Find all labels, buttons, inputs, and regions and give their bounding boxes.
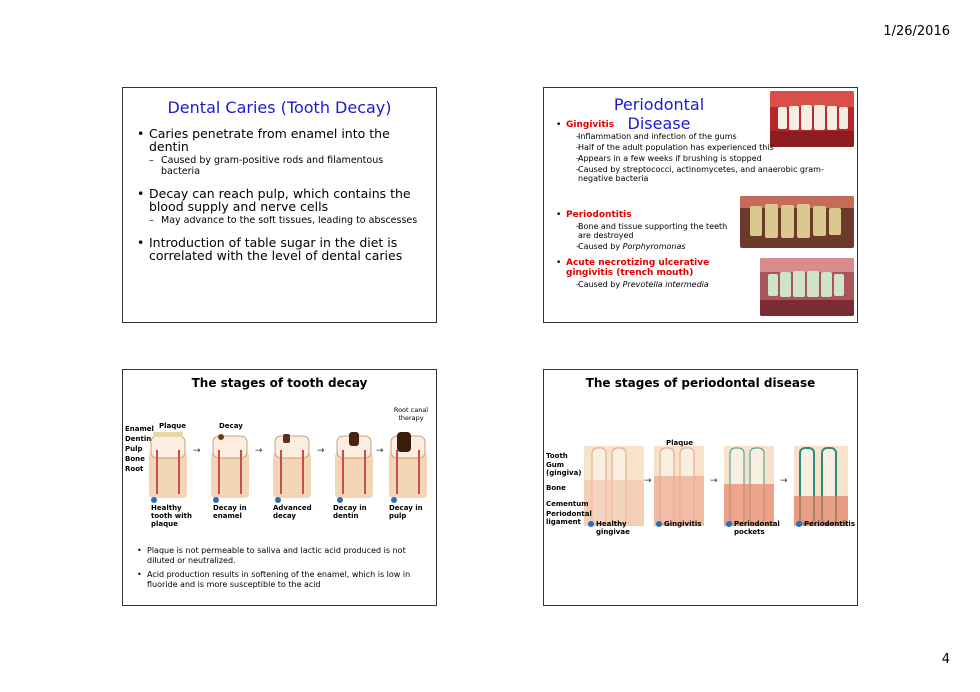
sub-bullet: – May advance to the soft tissues, leading to abscesses	[149, 216, 422, 226]
sub-bullet: – Half of the adult population has experienced this	[566, 143, 844, 152]
arrow-icon: →	[644, 476, 652, 486]
slide-periodontal-stages	[543, 369, 858, 606]
arrow-icon: →	[255, 446, 263, 456]
perio-stage-4	[794, 446, 848, 526]
sub-bullet: – Caused by Porphyromonas	[566, 242, 734, 251]
label-decay: Decay	[219, 422, 243, 430]
bullet: • Introduction of table sugar in the diet is correlated with the level of dental caries	[135, 236, 422, 262]
stage-label: Periodontitis	[804, 520, 855, 528]
label-gum: Gum (gingiva)	[546, 461, 582, 477]
sub-bullet: – Caused by gram-positive rods and filamentous bacteria	[149, 156, 422, 177]
stage-label: Periodontal pockets	[734, 520, 780, 536]
label-ligament: Periodontal ligament	[546, 510, 592, 526]
stage-label: Healthy gingivae	[596, 520, 630, 536]
perio-stage-1	[584, 446, 644, 526]
sub-bullet: – Appears in a few weeks if brushing is stopped	[566, 154, 844, 163]
tooth-stage-1	[149, 432, 187, 498]
stage-number-icon	[275, 497, 281, 503]
stage-number-icon	[151, 497, 157, 503]
stage-number-icon	[337, 497, 343, 503]
slide-tooth-decay-stages	[122, 369, 437, 606]
label-tooth: Tooth	[546, 452, 568, 460]
periodontitis-photo	[740, 196, 854, 248]
note-bullet: • Acid production results in softening of the enamel, which is low in fluoride and is more susceptible to the acid	[133, 570, 429, 590]
sub-bullet: – Inflammation and infection of the gums	[566, 132, 844, 141]
arrow-icon: →	[193, 446, 201, 456]
tooth-stage-5	[389, 432, 427, 498]
note-bullet: • Plaque is not permeable to saliva and lactic acid produced is not diluted or neutralized.	[133, 546, 429, 566]
label-bone: Bone	[125, 455, 145, 463]
sub-bullet: – Caused by Prevotella intermedia	[566, 280, 734, 289]
bullet: • Caries penetrate from enamel into the dentin – Caused by gram-positive rods and filamentous bacteria	[135, 127, 422, 177]
bullet-gingivitis: • Gingivitis – Inflammation and infection of the gums – Half of the adult population has experienced this – Appears in a few weeks if brushing is stopped – Caused by streptococci, actinomycetes, and anaerobic gram-negative bacteria	[554, 120, 844, 183]
slide-periodontal-disease	[543, 87, 858, 323]
label-enamel: Enamel	[125, 425, 154, 433]
sub-bullet: – Caused by streptococci, actinomycetes, and anaerobic gram-negative bacteria	[566, 165, 844, 183]
stage-number-icon	[656, 521, 662, 527]
label-dentin: Dentin	[125, 435, 152, 443]
sub-bullet: – Bone and tissue supporting the teeth are destroyed	[566, 222, 734, 240]
label-root: Root	[125, 465, 144, 473]
tooth-stage-2	[211, 434, 249, 498]
bullet-trench-mouth: • Acute necrotizing ulcerative gingivitis (trench mouth) – Caused by Prevotella intermedia	[554, 258, 734, 289]
slide-dental-caries	[122, 87, 437, 323]
stage-number-icon	[213, 497, 219, 503]
arrow-icon: →	[780, 476, 788, 486]
slide-title: The stages of tooth decay	[191, 376, 368, 390]
stage-label: Healthy tooth with plaque	[151, 504, 192, 528]
bullet-periodontitis: • Periodontitis – Bone and tissue supporting the teeth are destroyed – Caused by Porphyromonas	[554, 210, 734, 251]
label-plaque: Plaque	[666, 439, 693, 447]
arrow-icon: →	[376, 446, 384, 456]
stage-number-icon	[796, 521, 802, 527]
perio-stage-2	[654, 446, 704, 526]
page-number: 4	[941, 652, 950, 667]
trench-mouth-photo	[760, 258, 854, 316]
label-pulp: Pulp	[125, 445, 143, 453]
label-cementum: Cementum	[546, 500, 589, 508]
slide-date: 1/26/2016	[883, 24, 950, 39]
tooth-stage-4	[335, 432, 373, 498]
tooth-stage-3	[273, 434, 311, 498]
stage-label: Gingivitis	[664, 520, 702, 528]
stage-label: Decay in enamel	[213, 504, 247, 520]
slide-title: Periodontal Disease	[613, 95, 705, 133]
bullet: • Decay can reach pulp, which contains the blood supply and nerve cells – May advance to the soft tissues, leading to abscesses	[135, 187, 422, 226]
stage-label: Decay in pulp	[389, 504, 423, 520]
arrow-icon: →	[710, 476, 718, 486]
stage-number-icon	[588, 521, 594, 527]
label-root-canal: Root canal therapy	[393, 406, 429, 422]
stage-number-icon	[391, 497, 397, 503]
stage-label: Advanced decay	[273, 504, 312, 520]
arrow-icon: →	[317, 446, 325, 456]
stage-number-icon	[726, 521, 732, 527]
slide-title: Dental Caries (Tooth Decay)	[167, 98, 392, 117]
label-bone: Bone	[546, 484, 566, 492]
slide-title: The stages of periodontal disease	[585, 376, 816, 390]
stage-label: Decay in dentin	[333, 504, 367, 520]
label-plaque: Plaque	[159, 422, 186, 430]
perio-stage-3	[724, 446, 774, 526]
